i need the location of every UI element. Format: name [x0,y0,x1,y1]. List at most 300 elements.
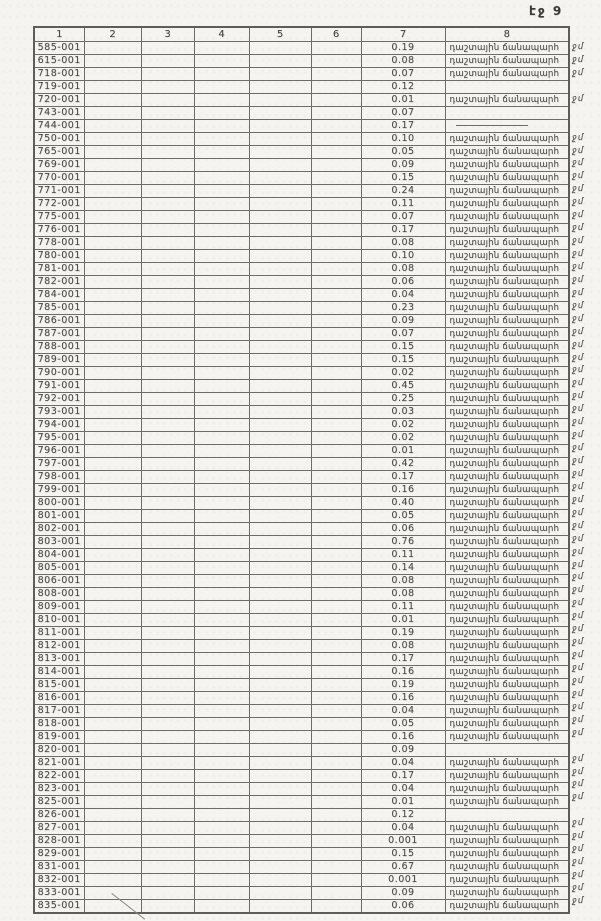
table-row [34,744,569,757]
margin-mark-empty [572,740,584,753]
data-table [33,26,570,914]
cell-road-type [445,68,569,81]
cell-empty [194,341,249,354]
cell-row-id: 793-001 [34,406,84,419]
cell-empty [141,107,194,120]
table-row [34,562,569,575]
cell-empty [141,497,194,510]
margin-mark: ջմ [572,274,585,285]
cell-road-type [445,406,569,419]
cell-empty [249,42,311,55]
cell-empty [141,861,194,874]
cell-empty [249,120,311,133]
cell-value: 0.08 [361,640,445,653]
margin-mark: ջմ [572,844,585,855]
cell-empty [311,224,361,237]
margin-mark: ջմ [572,753,585,764]
margin-mark: ջմ [572,507,585,518]
cell-empty [84,835,141,848]
cell-road-type [445,289,569,302]
cell-empty [194,159,249,172]
cell-empty [194,510,249,523]
cell-empty [249,198,311,211]
table-row [34,887,569,900]
cell-empty [249,354,311,367]
road-type-label: դաշտային ճանապարհ [449,342,560,352]
cell-row-id: 765-001 [34,146,84,159]
cell-empty [141,354,194,367]
table-row [34,315,569,328]
cell-empty [141,289,194,302]
cell-empty [141,562,194,575]
cell-empty [311,276,361,289]
column-header: 6 [311,27,361,42]
cell-row-id: 812-001 [34,640,84,653]
cell-road-type [445,367,569,380]
cell-road-type [445,263,569,276]
cell-value: 0.25 [361,393,445,406]
table-row [34,159,569,172]
road-type-label: դաշտային ճանապարհ [449,862,560,872]
road-type-label: դաշտային ճանապարհ [449,420,560,430]
cell-road-type [445,393,569,406]
cell-row-id: 743-001 [34,107,84,120]
table-body [34,42,569,914]
cell-value: 0.14 [361,562,445,575]
cell-empty [311,146,361,159]
cell-empty [194,809,249,822]
cell-empty [141,731,194,744]
cell-empty [249,211,311,224]
cell-empty [311,497,361,510]
cell-empty [311,523,361,536]
cell-row-id: 780-001 [34,250,84,263]
cell-empty [194,185,249,198]
cell-empty [141,848,194,861]
cell-row-id: 827-001 [34,822,84,835]
cell-empty [141,315,194,328]
cell-empty [249,757,311,770]
table-row [34,380,569,393]
cell-value: 0.07 [361,211,445,224]
cell-value: 0.07 [361,107,445,120]
cell-empty [249,770,311,783]
cell-empty [141,601,194,614]
margin-mark: ջմ [572,54,585,65]
cell-empty [194,81,249,94]
cell-empty [141,276,194,289]
cell-row-id: 825-001 [34,796,84,809]
cell-value: 0.15 [361,341,445,354]
cell-empty [311,237,361,250]
cell-empty [141,588,194,601]
cell-road-type [445,328,569,341]
cell-empty [311,354,361,367]
road-type-label: դաշտային ճանապարհ [449,550,560,560]
cell-road-type [445,237,569,250]
cell-empty [311,458,361,471]
cell-value: 0.07 [361,68,445,81]
road-type-label: դաշտային ճանապարհ [449,706,560,716]
cell-empty [194,146,249,159]
table-row [34,770,569,783]
cell-empty [194,276,249,289]
road-type-label: դաշտային ճանապարհ [449,511,560,521]
cell-row-id: 802-001 [34,523,84,536]
cell-empty [141,445,194,458]
cell-empty [311,536,361,549]
margin-mark: ջմ [572,559,585,570]
cell-empty [84,744,141,757]
cell-empty [84,757,141,770]
cell-empty [311,510,361,523]
table-row [34,393,569,406]
table-row [34,614,569,627]
cell-row-id: 814-001 [34,666,84,679]
table-row [34,120,569,133]
cell-empty [311,419,361,432]
cell-value: 0.10 [361,133,445,146]
cell-row-id: 809-001 [34,601,84,614]
road-type-label: դաշտային ճանապարհ [449,433,560,443]
table-row [34,822,569,835]
margin-mark: ջմ [572,701,585,712]
cell-row-id: 798-001 [34,471,84,484]
cell-empty [194,887,249,900]
cell-empty [141,874,194,887]
cell-row-id: 720-001 [34,94,84,107]
cell-empty [84,705,141,718]
cell-empty [249,445,311,458]
cell-empty [84,133,141,146]
cell-empty [84,783,141,796]
cell-empty [311,406,361,419]
table-row [34,302,569,315]
table-row [34,289,569,302]
cell-empty [141,393,194,406]
cell-road-type [445,640,569,653]
cell-value: 0.19 [361,679,445,692]
cell-empty [141,653,194,666]
cell-empty [84,588,141,601]
cell-value: 0.17 [361,224,445,237]
cell-empty [84,562,141,575]
cell-empty [141,224,194,237]
road-type-label: դաշտային ճանապարհ [449,459,560,469]
cell-row-id: 776-001 [34,224,84,237]
cell-value: 0.08 [361,237,445,250]
cell-empty [311,367,361,380]
cell-empty [194,42,249,55]
cell-empty [84,81,141,94]
cell-empty [194,614,249,627]
road-type-label: դաշտային ճանապարհ [449,355,560,365]
margin-mark: ջմ [572,727,585,738]
table-row [34,861,569,874]
table-row [34,809,569,822]
cell-value: 0.09 [361,744,445,757]
cell-road-type [445,432,569,445]
cell-empty [141,172,194,185]
cell-empty [249,601,311,614]
cell-empty [249,432,311,445]
margin-mark: ջմ [572,261,585,272]
cell-empty [84,575,141,588]
cell-empty [84,549,141,562]
cell-empty [249,341,311,354]
cell-empty [249,510,311,523]
cell-road-type [445,380,569,393]
road-type-label: դաշտային ճանապարհ [449,43,560,53]
cell-row-id: 585-001 [34,42,84,55]
cell-empty [141,302,194,315]
margin-mark: ջմ [572,93,585,104]
cell-empty [141,55,194,68]
road-type-label: դաշտային ճանապարհ [449,732,560,742]
cell-empty [249,900,311,914]
cell-empty [84,822,141,835]
cell-road-type [445,445,569,458]
cell-road-type [445,731,569,744]
margin-mark: ջմ [572,313,585,324]
cell-row-id: 775-001 [34,211,84,224]
cell-road-type [445,497,569,510]
cell-value: 0.09 [361,315,445,328]
cell-value: 0.06 [361,523,445,536]
cell-road-type [445,172,569,185]
road-type-label: դաշտային ճանապարհ [449,290,560,300]
cell-empty [249,588,311,601]
road-type-label: դաշտային ճանապարհ [449,316,560,326]
cell-empty [84,354,141,367]
cell-empty [249,809,311,822]
margin-mark-empty [572,119,584,132]
cell-empty [84,250,141,263]
cell-empty [84,211,141,224]
cell-empty [141,81,194,94]
cell-empty [311,770,361,783]
cell-row-id: 810-001 [34,614,84,627]
road-type-label: դաշտային ճանապարհ [449,667,560,677]
margin-mark: ջմ [572,624,585,635]
cell-empty [141,705,194,718]
margin-mark: ջմ [572,391,585,402]
table-row [34,484,569,497]
cell-road-type [445,861,569,874]
cell-empty [84,94,141,107]
cell-empty [141,198,194,211]
cell-empty [194,315,249,328]
margin-mark: ջմ [572,67,585,78]
cell-row-id: 786-001 [34,315,84,328]
road-type-label: դաշտային ճանապարհ [449,628,560,638]
cell-empty [84,640,141,653]
cell-value: 0.17 [361,653,445,666]
road-type-label: դաշտային ճանապարհ [449,524,560,534]
cell-empty [311,640,361,653]
cell-empty [141,666,194,679]
margin-mark: ջմ [572,831,585,842]
cell-empty [141,627,194,640]
cell-empty [311,731,361,744]
cell-empty [311,289,361,302]
cell-empty [311,120,361,133]
cell-row-id: 719-001 [34,81,84,94]
cell-empty [249,458,311,471]
cell-empty [84,185,141,198]
cell-road-type [445,900,569,914]
cell-row-id: 750-001 [34,133,84,146]
road-type-label: դաշտային ճանապարհ [449,368,560,378]
cell-row-id: 718-001 [34,68,84,81]
cell-row-id: 800-001 [34,497,84,510]
cell-road-type [445,627,569,640]
cell-empty [141,510,194,523]
cell-empty [249,289,311,302]
cell-row-id: 831-001 [34,861,84,874]
cell-road-type [445,354,569,367]
cell-road-type [445,588,569,601]
margin-mark: ջմ [572,779,585,790]
road-type-label: դաշտային ճանապարհ [449,797,560,807]
cell-road-type [445,666,569,679]
cell-row-id: 769-001 [34,159,84,172]
cell-value: 0.05 [361,718,445,731]
cell-empty [84,263,141,276]
cell-empty [311,432,361,445]
road-type-label: դաշտային ճանապարհ [449,784,560,794]
table-row [34,341,569,354]
cell-empty [141,679,194,692]
cell-empty [194,237,249,250]
cell-row-id: 794-001 [34,419,84,432]
cell-row-id: 784-001 [34,289,84,302]
cell-empty [141,237,194,250]
cell-empty [141,783,194,796]
cell-empty [249,276,311,289]
cell-row-id: 790-001 [34,367,84,380]
cell-empty [194,250,249,263]
column-header: 3 [141,27,194,42]
cell-empty [84,718,141,731]
cell-value: 0.23 [361,302,445,315]
cell-empty [249,107,311,120]
cell-road-type [445,133,569,146]
cell-row-id: 782-001 [34,276,84,289]
cell-value: 0.42 [361,458,445,471]
table-row [34,653,569,666]
margin-mark: ջմ [572,895,585,906]
cell-road-type [445,458,569,471]
cell-empty [84,406,141,419]
cell-value: 0.08 [361,575,445,588]
cell-empty [311,55,361,68]
cell-empty [84,523,141,536]
table-row [34,471,569,484]
road-type-label: դաշտային ճանապարհ [449,589,560,599]
table-row [34,263,569,276]
cell-empty [84,874,141,887]
table-row [34,458,569,471]
cell-row-id: 826-001 [34,809,84,822]
cell-empty [249,692,311,705]
cell-empty [194,822,249,835]
cell-empty [249,68,311,81]
margin-mark: ջմ [572,287,585,298]
road-type-label: դաշտային ճանապարհ [449,407,560,417]
cell-empty [311,627,361,640]
road-type-label: դաշտային ճանապարհ [449,498,560,508]
cell-empty [311,679,361,692]
road-type-label: դաշտային ճանապարհ [449,303,560,313]
cell-empty [249,653,311,666]
cell-empty [194,445,249,458]
margin-mark: ջմ [572,42,585,52]
margin-mark: ջմ [572,520,585,531]
cell-road-type [445,718,569,731]
cell-value: 0.05 [361,510,445,523]
column-header: 4 [194,27,249,42]
road-type-label: դաշտային ճանապարհ [449,147,560,157]
margin-mark: ջմ [572,481,585,492]
cell-empty [249,94,311,107]
cell-empty [194,198,249,211]
margin-mark: ջմ [572,352,585,363]
cell-empty [141,744,194,757]
cell-row-id: 785-001 [34,302,84,315]
cell-empty [84,107,141,120]
cell-empty [141,757,194,770]
road-type-label: դաշտային ճանապարհ [449,160,560,170]
road-type-label: դաշտային ճանապարհ [449,758,560,768]
cell-empty [249,419,311,432]
cell-empty [141,432,194,445]
cell-empty [84,289,141,302]
road-type-label: դաշտային ճանապարհ [449,264,560,274]
cell-empty [84,55,141,68]
cell-road-type [445,224,569,237]
cell-road-type [445,744,569,757]
margin-mark: ջմ [572,572,585,583]
table-row [34,406,569,419]
cell-row-id: 820-001 [34,744,84,757]
road-type-label: դաշտային ճանապարհ [449,277,560,287]
road-type-label: դաշտային ճանապարհ [449,537,560,547]
table-row [34,692,569,705]
cell-road-type [445,536,569,549]
cell-road-type [445,705,569,718]
cell-road-type [445,549,569,562]
cell-empty [311,822,361,835]
table-row [34,627,569,640]
cell-value: 0.40 [361,497,445,510]
column-header: 5 [249,27,311,42]
cell-empty [311,874,361,887]
cell-empty [249,848,311,861]
cell-value: 0.03 [361,406,445,419]
cell-road-type [445,484,569,497]
cell-empty [141,770,194,783]
cell-empty [194,640,249,653]
road-type-label: դաշտային ճանապարհ [449,602,560,612]
margin-mark: ջմ [572,663,585,673]
cell-row-id: 615-001 [34,55,84,68]
table-row [34,445,569,458]
header-row [34,27,569,42]
cell-empty [311,94,361,107]
table-row [34,523,569,536]
cell-empty [84,68,141,81]
